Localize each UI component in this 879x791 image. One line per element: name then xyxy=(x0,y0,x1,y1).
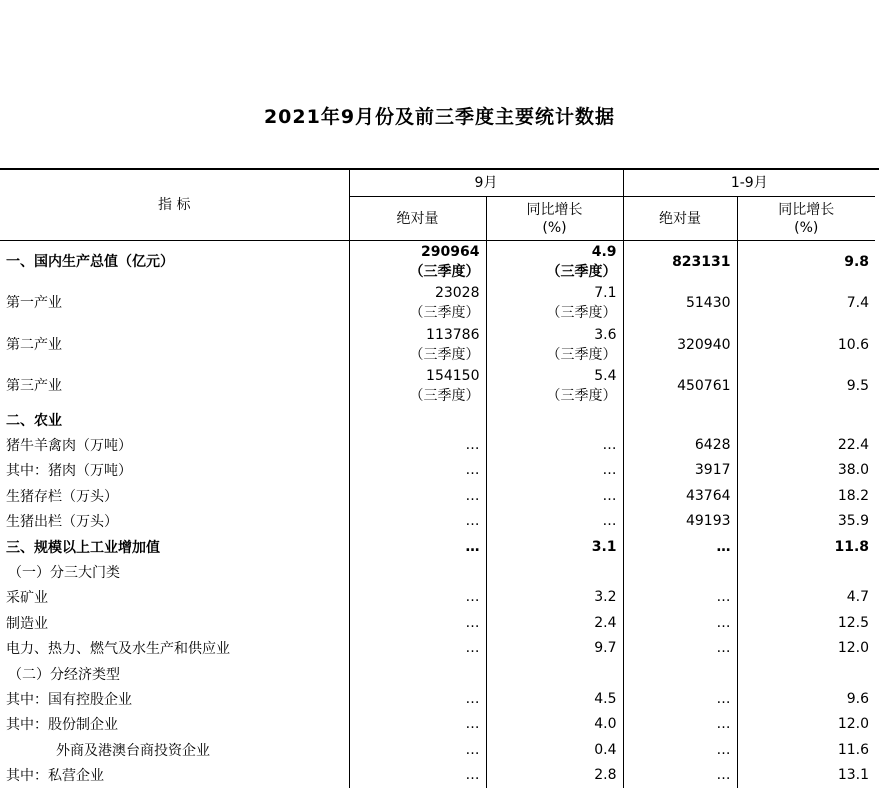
ytd-abs-cell: 43764 xyxy=(623,483,737,508)
month-abs-cell xyxy=(349,241,486,283)
row-label: 制造业 xyxy=(6,615,48,632)
table-row xyxy=(0,324,875,366)
row-label: 其中：私营企业 xyxy=(6,768,104,785)
row-label: 采矿业 xyxy=(6,590,48,607)
table-row xyxy=(0,534,875,559)
table-row xyxy=(0,407,875,432)
month-abs-cell xyxy=(349,559,486,584)
indicator-header xyxy=(0,169,349,241)
month-abs-cell-value: 113786 xyxy=(426,326,480,343)
month-abs-cell-value: 290964 xyxy=(421,243,480,260)
month-abs-cell: … xyxy=(349,686,486,711)
month-yoy-cell-value: 7.1 xyxy=(594,285,617,302)
ytd-abs-cell: … xyxy=(623,636,737,661)
month-yoy-cell: … xyxy=(486,509,623,534)
ytd-yoy-unit: (%) xyxy=(794,219,819,236)
month-abs-cell: … xyxy=(349,534,486,559)
row-label: 其中：猪肉（万吨） xyxy=(6,463,132,480)
ytd-abs-cell xyxy=(623,407,737,432)
month-abs-cell xyxy=(349,324,486,366)
month-abs-cell xyxy=(349,283,486,325)
ytd-abs-cell: … xyxy=(623,585,737,610)
ytd-abs-header: 绝对量 xyxy=(623,197,737,241)
table-row xyxy=(0,483,875,508)
ytd-yoy-label: 同比增长 xyxy=(778,201,835,218)
ytd-abs-cell xyxy=(623,661,737,686)
row-label: 外商及港澳台商投资企业 xyxy=(56,742,210,759)
month-abs-cell: … xyxy=(349,610,486,635)
table-row xyxy=(0,432,875,457)
ytd-abs-cell: … xyxy=(623,737,737,762)
month-yoy-cell-note: （三季度） xyxy=(546,305,617,322)
row-label: （一）分三大门类 xyxy=(8,565,120,582)
ytd-yoy-cell: 12.5 xyxy=(737,610,875,635)
month-yoy-cell xyxy=(486,366,623,408)
ytd-yoy-cell: 7.4 xyxy=(737,283,875,325)
statistics-table xyxy=(0,169,875,788)
table-row xyxy=(0,712,875,737)
month-abs-cell-value: 23028 xyxy=(434,285,480,302)
month-yoy-cell-note: （三季度） xyxy=(546,388,617,405)
row-label: 第二产业 xyxy=(6,336,62,353)
ytd-yoy-cell xyxy=(737,407,875,432)
ytd-abs-cell: 51430 xyxy=(623,283,737,325)
row-label: 猪牛羊禽肉（万吨） xyxy=(6,438,132,455)
month-yoy-unit: (%) xyxy=(542,219,567,236)
ytd-abs-cell: … xyxy=(623,762,737,787)
month-yoy-cell xyxy=(486,559,623,584)
row-label: 第三产业 xyxy=(6,378,62,395)
table-row xyxy=(0,762,875,787)
ytd-yoy-cell: 35.9 xyxy=(737,509,875,534)
ytd-abs-cell: 320940 xyxy=(623,324,737,366)
month-yoy-cell-note: （三季度） xyxy=(546,346,617,363)
month-abs-cell: … xyxy=(349,636,486,661)
row-label: 生猪出栏（万头） xyxy=(6,514,118,531)
ytd-yoy-cell: 4.7 xyxy=(737,585,875,610)
month-abs-cell-note: （三季度） xyxy=(409,388,480,405)
month-yoy-cell-value: 5.4 xyxy=(594,368,617,385)
table-row xyxy=(0,241,875,283)
month-yoy-label: 同比增长 xyxy=(526,201,583,218)
month-abs-cell: … xyxy=(349,483,486,508)
month-yoy-cell: 9.7 xyxy=(486,636,623,661)
ytd-abs-cell: 6428 xyxy=(623,432,737,457)
row-label: （二）分经济类型 xyxy=(8,666,120,683)
ytd-abs-cell: … xyxy=(623,712,737,737)
ytd-yoy-cell: 9.5 xyxy=(737,366,875,408)
ytd-abs-cell: 3917 xyxy=(623,458,737,483)
row-label: 其中：股份制企业 xyxy=(6,717,118,734)
table-row xyxy=(0,366,875,408)
month-abs-cell-note: （三季度） xyxy=(409,346,480,363)
ytd-group-header: 1-9月 xyxy=(623,169,875,197)
month-yoy-cell xyxy=(486,283,623,325)
ytd-yoy-cell: 38.0 xyxy=(737,458,875,483)
month-yoy-cell: 3.2 xyxy=(486,585,623,610)
ytd-abs-cell: … xyxy=(623,534,737,559)
month-abs-cell xyxy=(349,366,486,408)
month-abs-cell: … xyxy=(349,458,486,483)
ytd-yoy-cell: 12.0 xyxy=(737,636,875,661)
ytd-yoy-cell: 18.2 xyxy=(737,483,875,508)
ytd-yoy-cell xyxy=(737,559,875,584)
row-label: 一、国内生产总值（亿元） xyxy=(6,253,174,270)
ytd-yoy-cell: 22.4 xyxy=(737,432,875,457)
row-label: 第一产业 xyxy=(6,295,62,312)
month-yoy-cell: … xyxy=(486,458,623,483)
table-body xyxy=(0,241,875,788)
header-row-groups xyxy=(0,169,875,197)
table-row xyxy=(0,458,875,483)
month-yoy-cell: 4.5 xyxy=(486,686,623,711)
table-row xyxy=(0,737,875,762)
month-abs-header: 绝对量 xyxy=(349,197,486,241)
table-row xyxy=(0,509,875,534)
month-yoy-cell: 2.8 xyxy=(486,762,623,787)
month-group-header: 9月 xyxy=(349,169,623,197)
ytd-abs-cell: 823131 xyxy=(623,241,737,283)
month-yoy-cell: 3.1 xyxy=(486,534,623,559)
month-abs-cell: … xyxy=(349,712,486,737)
month-yoy-cell xyxy=(486,407,623,432)
table-row xyxy=(0,610,875,635)
month-yoy-cell: … xyxy=(486,483,623,508)
ytd-yoy-cell xyxy=(737,661,875,686)
table-row xyxy=(0,636,875,661)
ytd-yoy-cell: 13.1 xyxy=(737,762,875,787)
table-row xyxy=(0,559,875,584)
month-yoy-cell: 0.4 xyxy=(486,737,623,762)
ytd-abs-cell xyxy=(623,559,737,584)
month-yoy-cell xyxy=(486,324,623,366)
month-yoy-cell xyxy=(486,241,623,283)
month-yoy-cell-value: 3.6 xyxy=(594,326,617,343)
ytd-abs-cell: … xyxy=(623,686,737,711)
ytd-abs-cell: 450761 xyxy=(623,366,737,408)
month-yoy-cell xyxy=(486,661,623,686)
month-abs-cell xyxy=(349,661,486,686)
row-label: 其中：国有控股企业 xyxy=(6,691,132,708)
table-row xyxy=(0,585,875,610)
ytd-yoy-cell: 10.6 xyxy=(737,324,875,366)
month-yoy-cell: … xyxy=(486,432,623,457)
row-label: 生猪存栏（万头） xyxy=(6,488,118,505)
row-label: 电力、热力、燃气及水生产和供应业 xyxy=(6,641,230,658)
month-abs-cell-note: （三季度） xyxy=(409,263,480,280)
month-abs-cell: … xyxy=(349,585,486,610)
ytd-yoy-cell: 11.8 xyxy=(737,534,875,559)
month-abs-cell: … xyxy=(349,509,486,534)
ytd-yoy-header xyxy=(737,197,875,241)
ytd-yoy-cell: 9.8 xyxy=(737,241,875,283)
month-yoy-header xyxy=(486,197,623,241)
month-abs-cell: … xyxy=(349,762,486,787)
table-row xyxy=(0,283,875,325)
month-yoy-cell-value: 4.9 xyxy=(591,243,617,260)
ytd-abs-cell: 49193 xyxy=(623,509,737,534)
month-yoy-cell-note: （三季度） xyxy=(546,263,617,280)
ytd-yoy-cell: 11.6 xyxy=(737,737,875,762)
month-abs-cell-value: 154150 xyxy=(426,368,480,385)
month-abs-cell-note: （三季度） xyxy=(409,305,480,322)
row-label: 二、农业 xyxy=(6,412,62,429)
table-row xyxy=(0,686,875,711)
month-abs-cell: … xyxy=(349,432,486,457)
ytd-abs-cell: … xyxy=(623,610,737,635)
page-title: 2021年9月份及前三季度主要统计数据 xyxy=(263,106,616,128)
table-row xyxy=(0,661,875,686)
month-yoy-cell: 4.0 xyxy=(486,712,623,737)
ytd-yoy-cell: 12.0 xyxy=(737,712,875,737)
indicator-header-label: 指 标 xyxy=(158,196,191,213)
ytd-yoy-cell: 9.6 xyxy=(737,686,875,711)
month-abs-cell: … xyxy=(349,737,486,762)
row-label: 三、规模以上工业增加值 xyxy=(6,539,160,556)
month-yoy-cell: 2.4 xyxy=(486,610,623,635)
month-abs-cell xyxy=(349,407,486,432)
